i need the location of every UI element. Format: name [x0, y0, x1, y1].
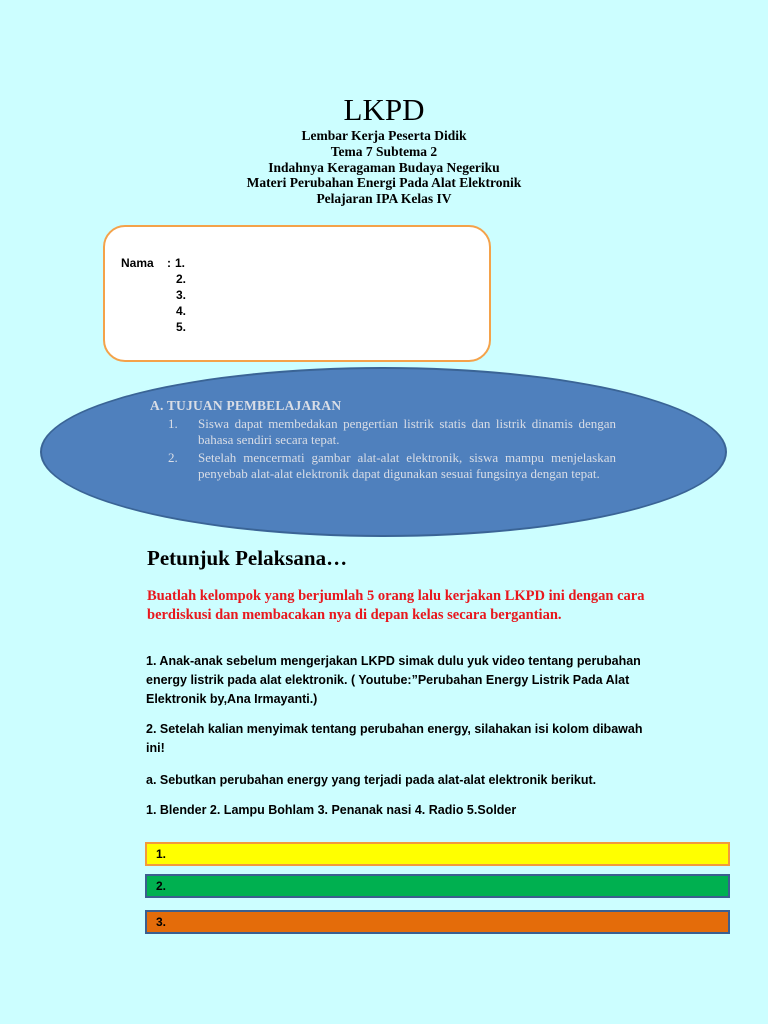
subtitle-line: Indahnya Keragaman Budaya Negeriku — [268, 159, 500, 175]
answer-bar-2[interactable] — [145, 874, 730, 898]
petunjuk-heading: Petunjuk Pelaksana… — [147, 546, 348, 570]
paragraph-device-list: 1. Blender 2. Lampu Bohlam 3. Penanak nasi 4. Radio 5.Solder — [146, 803, 517, 817]
paragraph-video: 1. Anak-anak sebelum mengerjakan LKPD simak dulu yuk video tentang perubahan energy listrik pada alat elektronik. ( Youtube:”Perubahan Energy Listrik Pada Alat Elektronik by,Ana Irmayanti.) — [146, 654, 641, 706]
answer-bar-label: 2. — [156, 879, 167, 893]
subtitle-line: Materi Perubahan Energi Pada Alat Elektronik — [246, 175, 522, 191]
paragraph-question: a. Sebutkan perubahan energy yang terjadi pada alat-alat elektronik berikut. — [146, 773, 597, 787]
name-number: 2. — [176, 272, 187, 286]
tujuan-item-number: 1. — [168, 416, 178, 431]
subtitle-line: Tema 7 Subtema 2 — [330, 143, 438, 159]
tujuan-item — [168, 416, 616, 448]
tujuan-title: A. TUJUAN PEMBELAJARAN — [150, 398, 342, 413]
instruction-text: Buatlah kelompok yang berjumlah 5 orang lalu kerjakan LKPD ini dengan cara berdiskusi dan membacakan nya di depan kelas secara bergantian. — [147, 588, 645, 623]
name-colon: : — [167, 256, 171, 270]
name-number-list — [175, 255, 186, 335]
tujuan-item-text: Setelah mencermati gambar alat-alat elektronik, siswa mampu menjelaskan penyebab alat-alat elektronik dapat digunakan sesuai fungsinya dengan tepat. — [198, 450, 616, 481]
answer-bar-3[interactable] — [145, 910, 730, 934]
answer-bar-label: 3. — [156, 915, 167, 929]
subtitle-line: Pelajaran IPA Kelas IV — [316, 191, 452, 207]
paragraph-instruction: 2. Setelah kalian menyimak tentang perubahan energy, silahakan isi kolom dibawah ini! — [146, 722, 643, 755]
tujuan-item-text: Siswa dapat membedakan pengertian listrik statis dan listrik dinamis dengan bahasa sendiri secara tepat. — [198, 416, 616, 447]
answer-bar-label: 1. — [156, 847, 167, 861]
name-number: 5. — [176, 320, 187, 334]
subtitle-line: Lembar Kerja Peserta Didik — [301, 128, 467, 143]
name-label: Nama — [121, 256, 154, 270]
tujuan-item — [168, 450, 616, 482]
name-number: 3. — [176, 288, 187, 302]
tujuan-item-number: 2. — [168, 450, 178, 465]
name-number: 4. — [176, 304, 187, 318]
page-title: LKPD — [343, 92, 425, 127]
answer-bar-1[interactable] — [145, 842, 730, 866]
name-number: 1. — [175, 256, 186, 270]
header-subtitles — [0, 128, 768, 207]
name-box[interactable] — [103, 225, 491, 362]
